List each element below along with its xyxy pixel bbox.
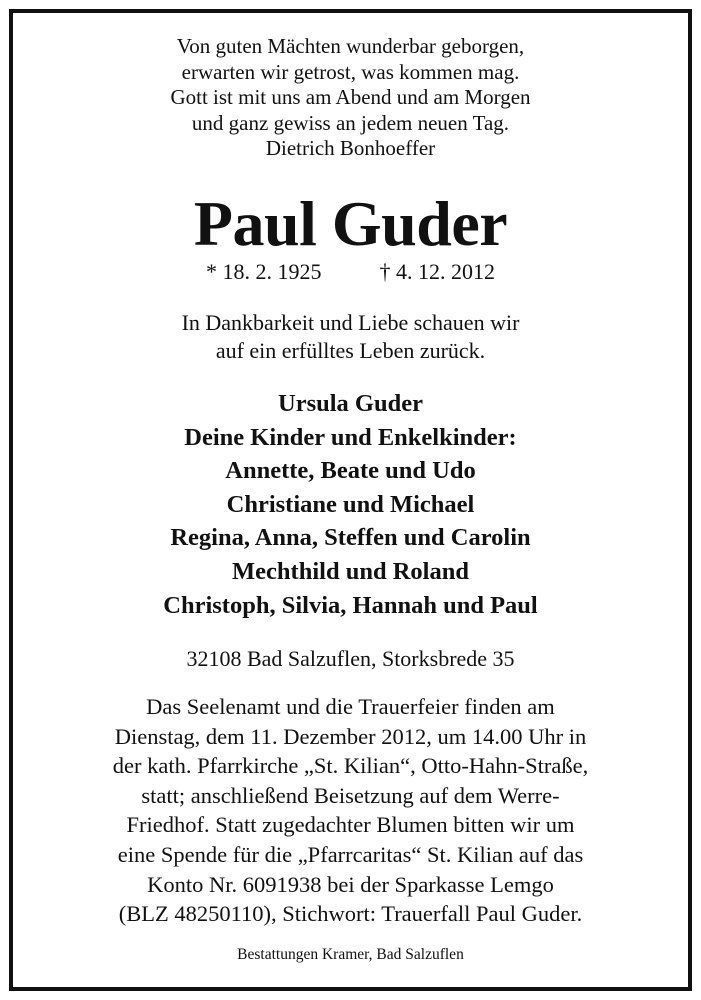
thanks-text — [0, 309, 701, 365]
family-line: Annette, Beate und Udo — [225, 457, 476, 485]
thanks-line: In Dankbarkeit und Liebe schauen wir — [181, 310, 520, 335]
funeral-notice — [0, 692, 701, 929]
birth-date: * 18. 2. 1925 — [206, 259, 322, 284]
notice-line: Das Seelenamt und die Trauerfeier finden am — [146, 694, 555, 719]
family-list — [0, 387, 701, 622]
family-line: Christiane und Michael — [226, 490, 475, 518]
poem — [0, 34, 701, 162]
poem-line: Von guten Mächten wunderbar geborgen, — [176, 34, 525, 58]
notice-line: (BLZ 48250110), Stichwort: Trauerfall Paul Guder. — [118, 901, 583, 927]
thanks-line: auf ein erfülltes Leben zurück. — [215, 338, 486, 363]
notice-line: Friedhof. Statt zugedachter Blumen bitten wir um — [126, 812, 575, 838]
family-line: Mechthild und Roland — [232, 557, 469, 585]
death-date: † 4. 12. 2012 — [379, 259, 495, 284]
notice-line: der kath. Pfarrkirche „St. Kilian“, Otto-Hahn-Straße, — [112, 753, 589, 779]
life-dates — [0, 259, 701, 285]
family-line: Regina, Anna, Steffen und Carolin — [170, 524, 531, 552]
family-line: Ursula Guder — [278, 390, 423, 417]
undertaker: Bestattungen Kramer, Bad Salzuflen — [237, 946, 464, 963]
notice-line: eine Spende für die „Pfarrcaritas“ St. Kilian auf das — [117, 841, 584, 867]
address: 32108 Bad Salzuflen, Storksbrede 35 — [186, 646, 515, 671]
poem-line: Gott ist mit uns am Abend und am Morgen — [170, 85, 531, 109]
poem-author: Dietrich Bonhoeffer — [265, 136, 436, 160]
notice-line: Konto Nr. 6091938 bei der Sparkasse Lemgo — [147, 871, 554, 897]
notice-line: Dienstag, dem 11. Dezember 2012, um 14.00 Uhr in — [114, 723, 587, 749]
deceased-name: Paul Guder — [193, 188, 508, 259]
poem-line: und ganz gewiss an jedem neuen Tag. — [191, 110, 510, 135]
notice-line: statt; anschließend Beisetzung auf dem Werre- — [141, 782, 560, 808]
family-line: Christoph, Silvia, Hannah und Paul — [163, 591, 538, 619]
poem-line: erwarten wir getrost, was kommen mag. — [181, 59, 520, 84]
family-line: Deine Kinder und Enkelkinder: — [184, 423, 517, 451]
